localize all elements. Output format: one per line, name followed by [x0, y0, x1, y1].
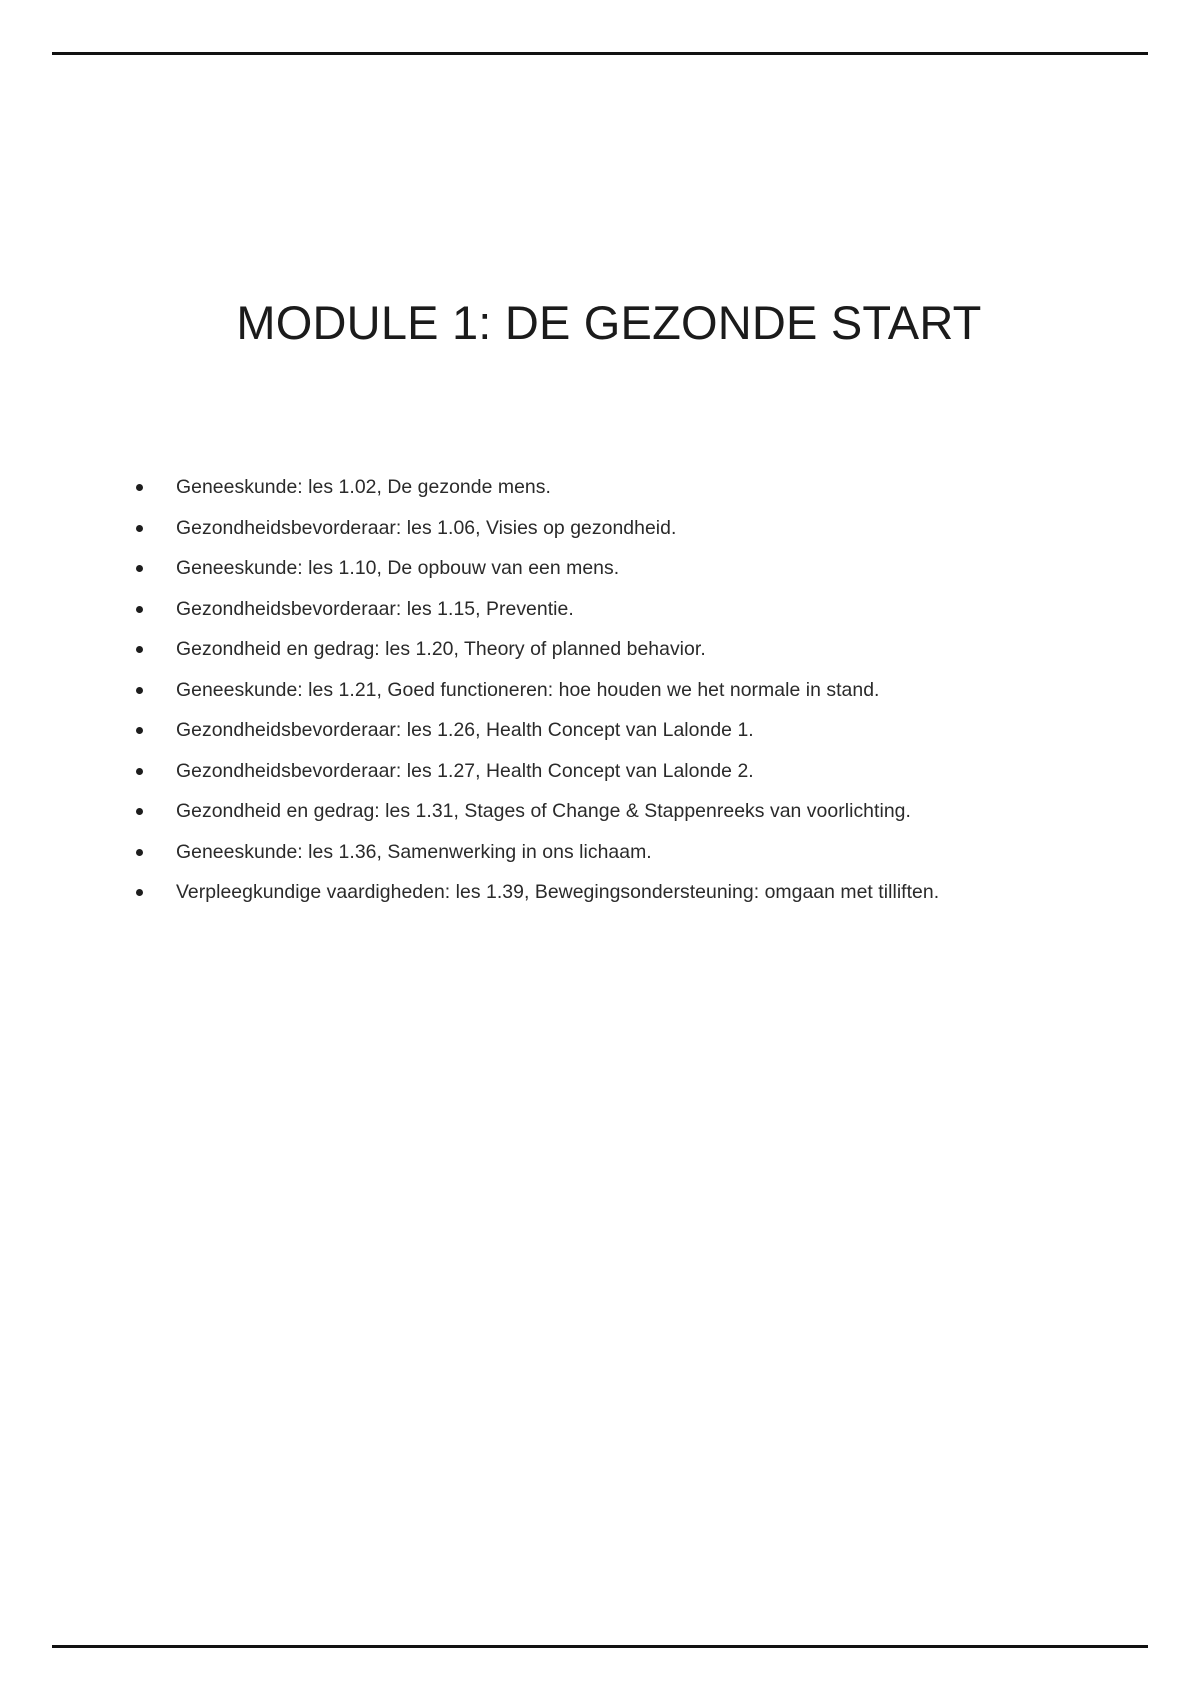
page-top-rule — [52, 52, 1148, 55]
bullet-dot-icon — [136, 768, 143, 775]
list-item — [128, 553, 1028, 584]
bullet-dot-icon — [136, 687, 143, 694]
bullet-dot-icon — [136, 525, 143, 532]
list-item-label: Verpleegkundige vaardigheden: les 1.39, Bewegingsondersteuning: omgaan met tilliften. — [176, 881, 940, 903]
list-item-label: Geneeskunde: les 1.36, Samenwerking in ons lichaam. — [176, 840, 652, 863]
list-item-label: Geneeskunde: les 1.02, De gezonde mens. — [176, 476, 551, 498]
bullet-dot-icon — [136, 646, 143, 653]
bullet-dot-icon — [136, 808, 143, 815]
list-item — [128, 756, 1028, 787]
list-item-label: Gezondheidsbevorderaar: les 1.06, Visies op gezondheid. — [176, 516, 677, 539]
list-item — [128, 513, 1028, 544]
list-item — [128, 837, 1028, 868]
bullet-dot-icon — [136, 889, 143, 896]
page-bottom-rule — [52, 1645, 1148, 1648]
list-item — [128, 715, 1028, 746]
list-item-label: Geneeskunde: les 1.10, De opbouw van een mens. — [176, 557, 620, 579]
list-item-label: Gezondheidsbevorderaar: les 1.27, Health Concept van Lalonde 2. — [176, 759, 754, 782]
bullet-dot-icon — [136, 565, 143, 572]
bullet-dot-icon — [136, 606, 143, 613]
list-item — [128, 594, 1028, 625]
list-item — [128, 675, 1028, 706]
page-title-container — [0, 296, 1200, 350]
page-title: MODULE 1: DE GEZONDE START — [236, 296, 982, 349]
list-item — [128, 472, 1028, 503]
lesson-list-container — [128, 472, 1028, 918]
bullet-dot-icon — [136, 727, 143, 734]
list-item-label: Gezondheidsbevorderaar: les 1.26, Health Concept van Lalonde 1. — [176, 719, 754, 741]
list-item-label: Geneeskunde: les 1.21, Goed functioneren: hoe houden we het normale in stand. — [176, 678, 880, 701]
list-item-label: Gezondheid en gedrag: les 1.20, Theory of planned behavior. — [176, 638, 706, 660]
list-item — [128, 877, 1028, 908]
list-item — [128, 634, 1028, 665]
bullet-dot-icon — [136, 484, 143, 491]
list-item-label: Gezondheid en gedrag: les 1.31, Stages of Change & Stappenreeks van voorlichting. — [176, 800, 911, 822]
lesson-list — [128, 472, 1028, 908]
bullet-dot-icon — [136, 849, 143, 856]
list-item-label: Gezondheidsbevorderaar: les 1.15, Preventie. — [176, 597, 574, 620]
list-item — [128, 796, 1028, 827]
